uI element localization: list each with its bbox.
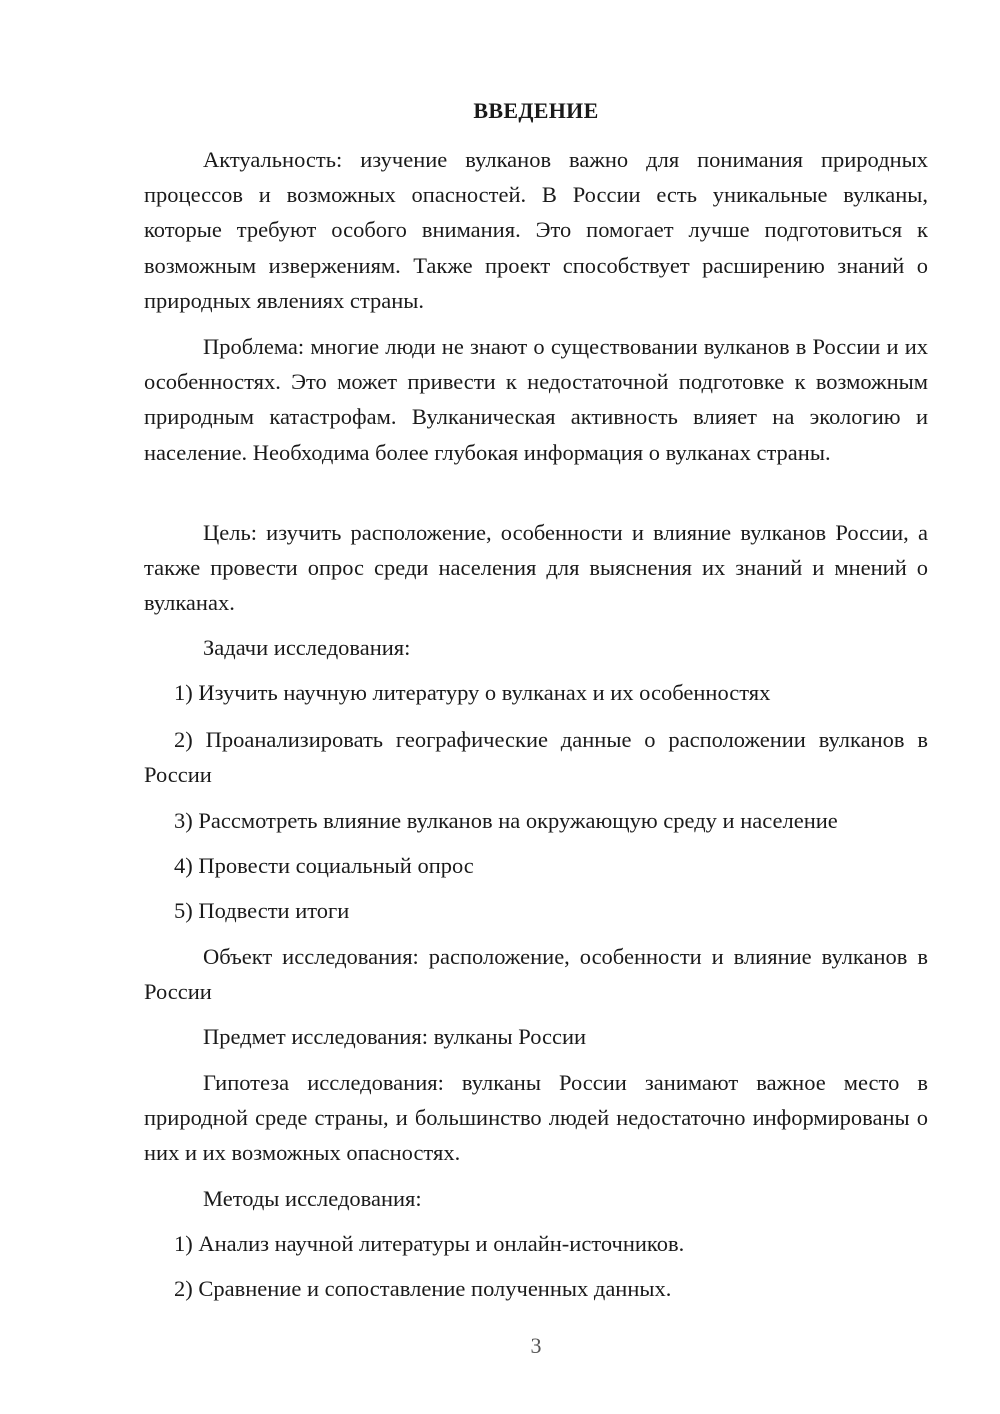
hypothesis-paragraph: Гипотеза исследования: вулканы России занимают важное место в природной среде страны, и большинство людей недостаточно информированы о них и их возможных опасностях. bbox=[144, 1070, 928, 1166]
problem-paragraph: Проблема: многие люди не знают о существовании вулканов в России и их особенностях. Это может привести к недостаточной подготовке к возможным природным катастрофам. Вулканическая активность влияет на экологию и население. Необходима более глубокая информация о вулканах страны. bbox=[144, 334, 928, 465]
task-item: 1) Изучить научную литературу о вулканах и их особенностях bbox=[174, 680, 771, 705]
methods-heading: Методы исследования: bbox=[203, 1186, 422, 1211]
task-item: 5) Подвести итоги bbox=[174, 898, 350, 923]
task-item: 4) Провести социальный опрос bbox=[174, 853, 474, 878]
tasks-heading: Задачи исследования: bbox=[203, 635, 411, 660]
task-item: 3) Рассмотреть влияние вулканов на окружающую среду и население bbox=[174, 808, 838, 833]
method-item: 1) Анализ научной литературы и онлайн-источников. bbox=[174, 1231, 685, 1256]
task-item: 2) Проанализировать географические данные о расположении вулканов в России bbox=[144, 727, 928, 788]
subject-paragraph: Предмет исследования: вулканы России bbox=[203, 1024, 587, 1049]
method-item: 2) Сравнение и сопоставление полученных данных. bbox=[174, 1276, 672, 1301]
goal-paragraph: Цель: изучить расположение, особенности и влияние вулканов России, а также провести опрос среди населения для выяснения их знаний и мнений о вулканах. bbox=[144, 520, 928, 616]
relevance-paragraph: Актуальность: изучение вулканов важно для понимания природных процессов и возможных опасностей. В России есть уникальные вулканы, которые требуют особого внимания. Это помогает лучше подготовиться к возможным извержениям. Также проект способствует расширению знаний о природных явлениях страны. bbox=[144, 147, 928, 313]
object-paragraph: Объект исследования: расположение, особенности и влияние вулканов в России bbox=[144, 944, 928, 1005]
section-title: ВВЕДЕНИЕ bbox=[473, 98, 599, 123]
page-number: 3 bbox=[530, 1333, 542, 1358]
